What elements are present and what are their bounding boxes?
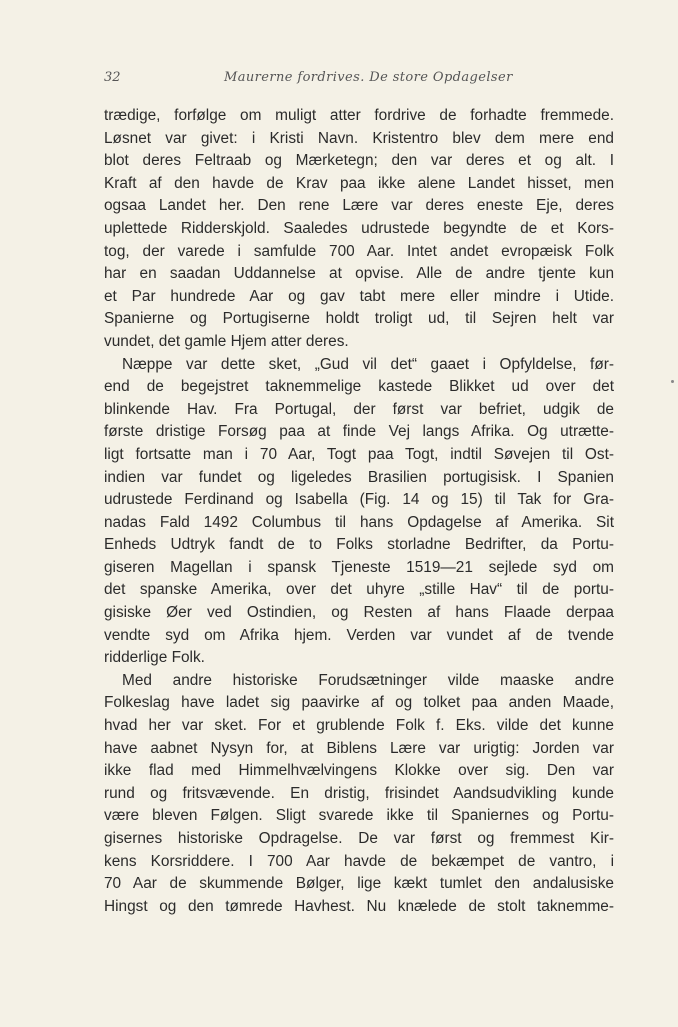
text-line: Folkeslag have ladet sig paavirke af og tolket paa anden Maade, bbox=[104, 694, 614, 712]
text-line: tog, der varede i samfulde 700 Aar. Intet andet evropæisk Folk bbox=[104, 242, 614, 260]
text-line: vendte syd om Afrika hjem. Verden var vundet af de tvende bbox=[104, 626, 614, 644]
text-line: blinkende Hav. Fra Portugal, der først var befriet, udgik de bbox=[104, 400, 614, 418]
text-line: et Par hundrede Aar og gav tabt mere eller mindre i Utide. bbox=[104, 287, 614, 305]
text-line: Med andre historiske Forudsætninger vilde maaske andre bbox=[122, 671, 614, 689]
text-line: nadas Fald 1492 Columbus til hans Opdagelse af Amerika. Sit bbox=[104, 513, 614, 531]
paper-speck bbox=[671, 380, 674, 383]
text-line: uplettede Ridderskjold. Saaledes udrustede begyndte de et Kors- bbox=[104, 219, 614, 237]
page-number: 32 bbox=[104, 70, 121, 85]
text-line: ridderlige Folk. bbox=[104, 649, 205, 667]
text-line: end de begejstret taknemmelige kastede Blikket ud over det bbox=[104, 378, 614, 396]
text-line: første dristige Forsøg paa at finde Vej langs Afrika. Og utrætte- bbox=[104, 423, 614, 441]
text-line: gisernes historiske Opdragelse. De var først og fremmest Kir- bbox=[104, 830, 614, 847]
body-text bbox=[104, 105, 614, 918]
text-line: Næppe var dette sket, „Gud vil det“ gaaet i Opfyldelse, før- bbox=[122, 355, 614, 373]
text-line: gisiske Øer ved Ostindien, og Resten af hans Flaade derpaa bbox=[104, 604, 614, 622]
text-line: Hingst og den tømrede Havhest. Nu knælede de stolt taknemme- bbox=[104, 897, 614, 915]
text-line: have aabnet Nysyn for, at Biblens Lære var urigtig: Jorden var bbox=[104, 739, 614, 757]
text-line: rund og fritsvævende. En dristig, frisindet Aandsudvikling kunde bbox=[104, 784, 614, 802]
text-line: kens Korsriddere. I 700 Aar havde de bekæmpet de vantro, i bbox=[104, 852, 614, 870]
text-line: Enheds Udtryk fandt de to Folks storladne Bedrifter, da Portu- bbox=[104, 536, 614, 554]
text-line: har en saadan Uddannelse at opvise. Alle de andre tjente kun bbox=[104, 265, 614, 283]
text-line: vundet, det gamle Hjem atter deres. bbox=[104, 332, 349, 350]
text-line: være bleven Følgen. Sligt svarede ikke til Spaniernes og Portu- bbox=[104, 807, 614, 825]
text-line: blot deres Feltraab og Mærketegn; den var deres et og alt. I bbox=[104, 152, 614, 170]
running-header bbox=[104, 70, 614, 90]
text-line: 70 Aar de skummende Bølger, lige kækt tumlet den andalusiske bbox=[104, 875, 614, 893]
text-line: udrustede Ferdinand og Isabella (Fig. 14 og 15) til Tak for Gra- bbox=[104, 491, 614, 509]
text-line: giseren Magellan i spansk Tjeneste 1519—21 sejlede syd om bbox=[104, 558, 614, 576]
text-line: Kraft af den havde de Krav paa ikke alene Landet hisset, men bbox=[104, 174, 614, 192]
running-title: Maurerne fordrives. De store Opdagelser bbox=[224, 70, 513, 85]
text-line: det spanske Amerika, over det uhyre „stille Hav“ til de portu- bbox=[104, 581, 614, 599]
text-line: Spanierne og Portugiserne holdt troligt ud, til Sejren helt var bbox=[104, 310, 614, 328]
text-line: ikke flad med Himmelhvælvingens Klokke over sig. Den var bbox=[104, 762, 614, 780]
text-line: ligt fortsatte man i 70 Aar, Togt paa Togt, indtil Søvejen til Ost- bbox=[104, 445, 614, 463]
text-line: Løsnet var givet: i Kristi Navn. Kristentro blev dem mere end bbox=[104, 129, 614, 147]
text-line: ogsaa Landet her. Den rene Lære var deres eneste Eje, deres bbox=[104, 197, 614, 215]
text-line: hvad her var sket. For et grublende Folk f. Eks. vilde det kunne bbox=[104, 717, 614, 735]
text-line: trædige, forfølge om muligt atter fordrive de forhadte fremmede. bbox=[104, 107, 614, 124]
text-line: indien var fundet og ligeledes Brasilien portugisisk. I Spanien bbox=[104, 468, 614, 486]
